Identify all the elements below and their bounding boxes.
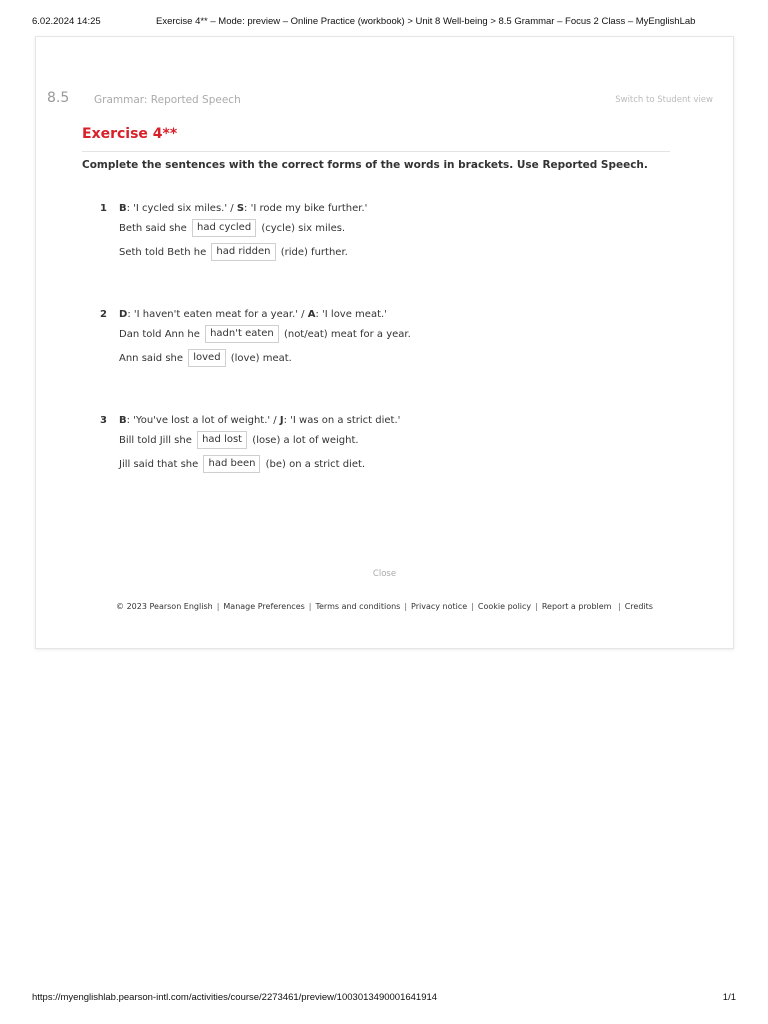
sentence-text: (not/eat) meat for a year. [283,329,411,340]
sentence-text: Bill told Jill she [119,435,192,446]
copyright: © 2023 Pearson English [116,602,213,611]
speaker: S [236,203,245,214]
speaker: J [279,415,284,426]
sentence-1 [119,325,411,344]
print-url: https://myenglishlab.pearson-intl.com/activities/course/2273461/preview/1003013490001641914 [32,992,438,1003]
print-datetime: 6.02.2024 14:25 [32,16,101,27]
item-number: 2 [100,309,107,320]
sentence-text: (love) meat. [230,353,292,364]
sentence-text: (cycle) six miles. [261,223,346,234]
sentence-text: Dan told Ann he [119,329,200,340]
speaker: D [119,309,128,320]
answer-field[interactable]: had ridden [211,243,275,261]
cookie-policy-link[interactable]: Cookie policy [477,602,532,611]
credits-link[interactable]: Credits [624,602,653,611]
privacy-notice-link[interactable]: Privacy notice [411,602,468,611]
quote: : 'I haven't eaten meat for a year.' / [127,309,308,320]
speaker: A [307,309,316,320]
terms-link[interactable]: Terms and conditions [315,602,401,611]
quote: : 'I rode my bike further.' [244,203,368,214]
print-header [32,16,728,30]
exercise-instruction: Complete the sentences with the correct forms of the words in brackets. Use Reported Speech. [82,159,648,171]
close-button[interactable]: Close [372,569,397,579]
sentence-text: Seth told Beth he [119,247,207,258]
print-footer [32,992,736,1006]
manage-preferences-link[interactable]: Manage Preferences [223,602,305,611]
item-number: 1 [100,203,107,214]
sentence-text: (ride) further. [280,247,348,258]
quote: : 'I cycled six miles.' / [126,203,237,214]
quote: : 'I love meat.' [315,309,387,320]
sentence-text: Beth said she [119,223,187,234]
sentence-text: Jill said that she [119,459,199,470]
item-prompt [119,200,367,218]
item-prompt [119,306,387,324]
item-number: 3 [100,415,107,426]
sentence-1 [119,431,359,450]
unit-number: 8.5 [47,90,70,106]
print-page-number: 1/1 [722,992,736,1003]
item-prompt [119,412,400,430]
quote: : 'You've lost a lot of weight.' / [126,415,280,426]
sentence-2 [119,455,365,474]
sentence-1 [119,219,345,238]
answer-field[interactable]: had lost [197,431,247,449]
quote: : 'I was on a strict diet.' [283,415,401,426]
exercise-panel [35,36,734,649]
speaker: B [119,415,127,426]
exercise-title: Exercise 4** [82,126,178,142]
footer-links: © 2023 Pearson English | Manage Preferences | Terms and conditions | Privacy notice | Cookie policy | Report a problem | Credits [116,602,653,611]
report-problem-link[interactable]: Report a problem [541,602,612,611]
speaker: B [119,203,127,214]
answer-field[interactable]: hadn't eaten [205,325,279,343]
answer-field[interactable]: had cycled [192,219,256,237]
sentence-text: (lose) a lot of weight. [252,435,359,446]
unit-title: Grammar: Reported Speech [94,94,241,106]
print-page-title: Exercise 4** – Mode: preview – Online Practice (workbook) > Unit 8 Well-being > 8.5 Grammar – Focus 2 Class – MyEnglishLab [156,16,696,27]
sentence-2 [119,243,348,262]
answer-field[interactable]: loved [188,349,225,367]
switch-to-student-view-link[interactable]: Switch to Student view [615,95,713,105]
sentence-text: (be) on a strict diet. [265,459,366,470]
sentence-text: Ann said she [119,353,184,364]
title-divider [82,151,670,152]
sentence-2 [119,349,292,368]
answer-field[interactable]: had been [203,455,260,473]
